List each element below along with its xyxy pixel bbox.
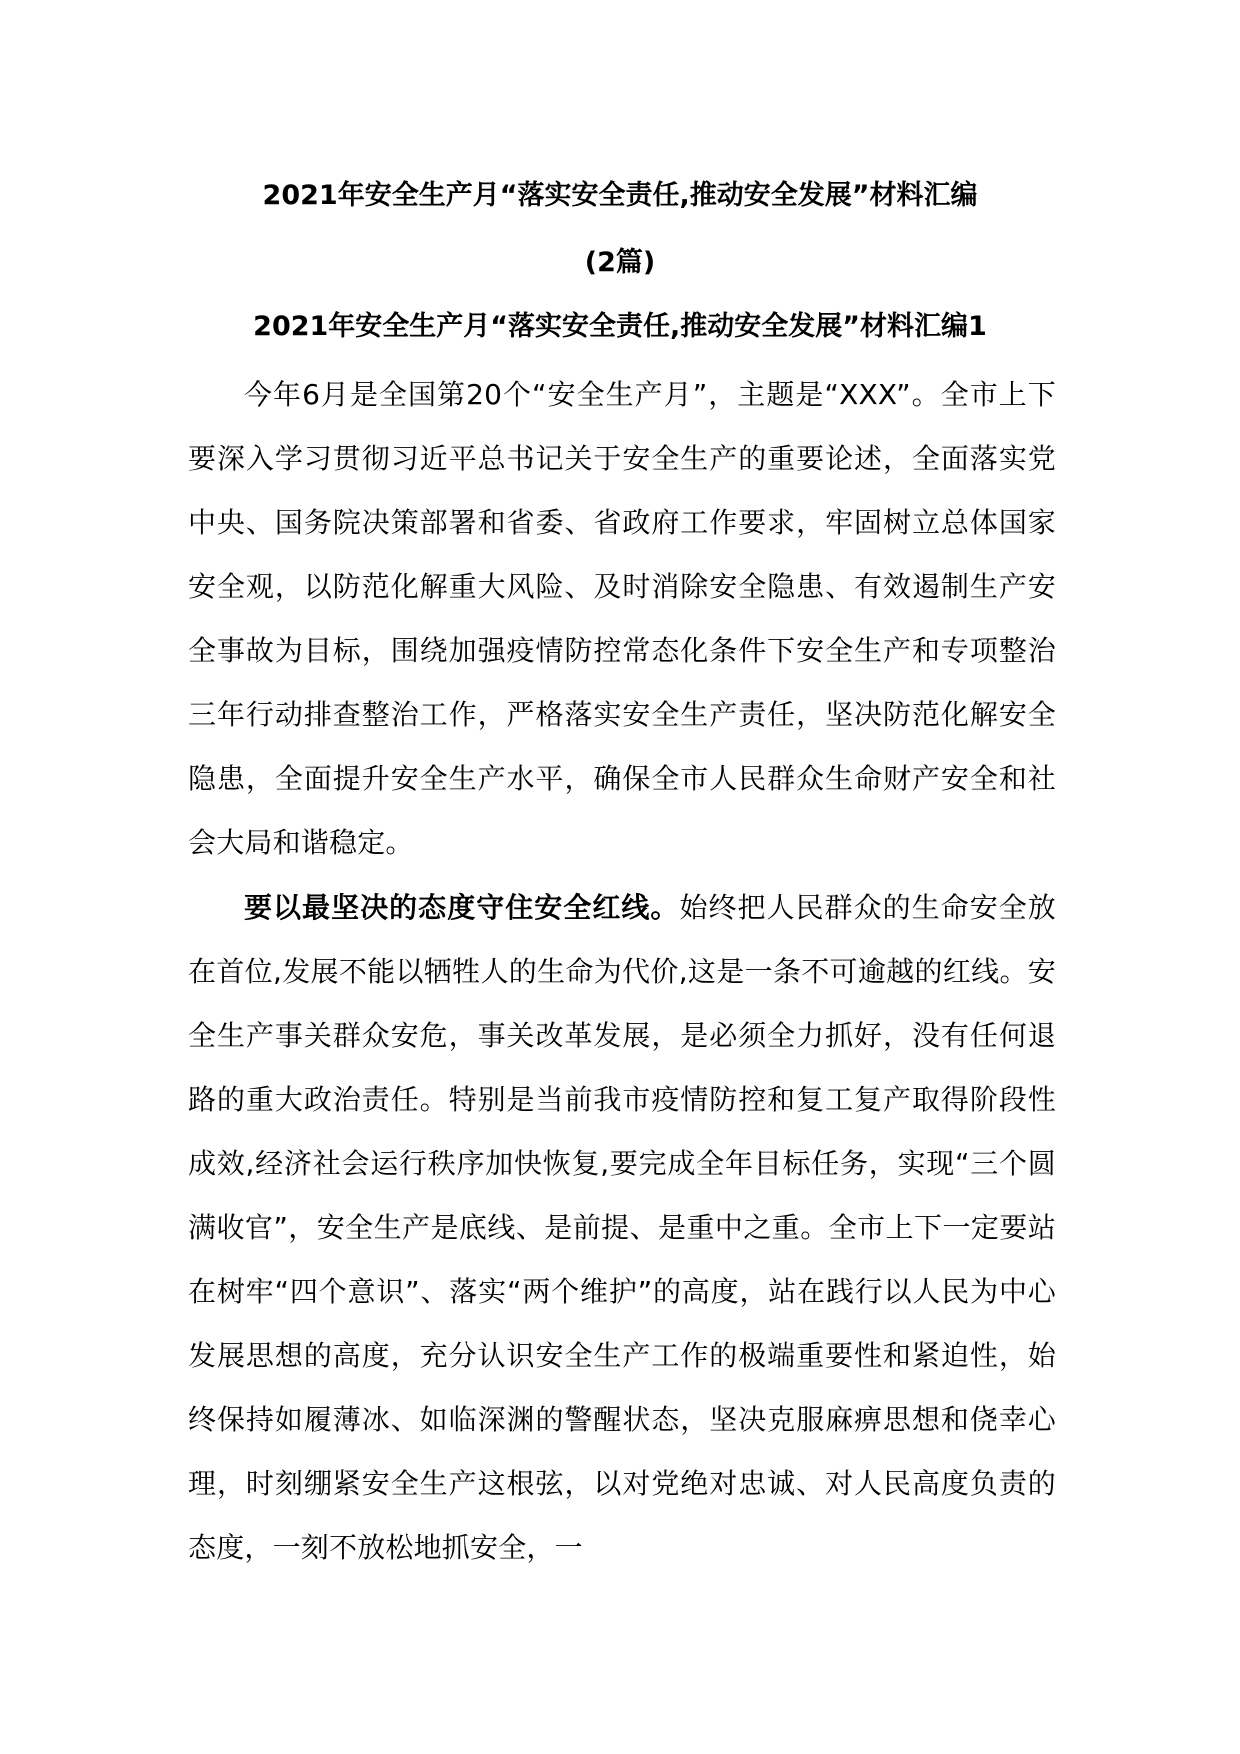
paragraph-2-lead-sentence: 要以最坚决的态度守住安全红线。: [244, 891, 680, 924]
section-heading: 2021年安全生产月“落实安全责任,推动安全发展”材料汇编1: [253, 311, 987, 342]
body-paragraph-2: [188, 876, 1056, 1580]
document-title-line-1: 2021年安全生产月“落实安全责任,推动安全发展”材料汇编: [262, 180, 978, 211]
paragraph-2-text: 始终把人民群众的生命安全放在首位,发展不能以牺牲人的生命为代价,这是一条不可逾越的红线。安全生产事关群众安危，事关改革发展，是必须全力抓好，没有任何退路的重大政治责任。特别是当前我市疫情防控和复工复产取得阶段性成效,经济社会运行秩序加快恢复,要完成全年目标任务，实现“三个圆满收官”，安全生产是底线、是前提、是重中之重。全市上下一定要站在树牢“四个意识”、落实“两个维护”的高度，站在践行以人民为中心发展思想的高度，充分认识安全生产工作的极端重要性和紧迫性，始终保持如履薄冰、如临深渊的警醒状态，坚决克服麻痹思想和侥幸心理，时刻绷紧安全生产这根弦，以对党绝对忠诚、对人民高度负责的态度，一刻不放松地抓安全，一: [188, 891, 1056, 1564]
body-paragraph-1: [188, 363, 1056, 875]
document-title-line-2: (2篇): [584, 247, 656, 278]
paragraph-1-text: 今年6月是全国第20个“安全生产月”，主题是“XXX”。全市上下要深入学习贯彻习近平总书记关于安全生产的重要论述，全面落实党中央、国务院决策部署和省委、省政府工作要求，牢固树立总体国家安全观，以防范化解重大风险、及时消除安全隐患、有效遏制生产安全事故为目标，围绕加强疫情防控常态化条件下安全生产和专项整治三年行动排查整治工作，严格落实安全生产责任，坚决防范化解安全隐患，全面提升安全生产水平，确保全市人民群众生命财产安全和社会大局和谐稳定。: [188, 378, 1056, 859]
